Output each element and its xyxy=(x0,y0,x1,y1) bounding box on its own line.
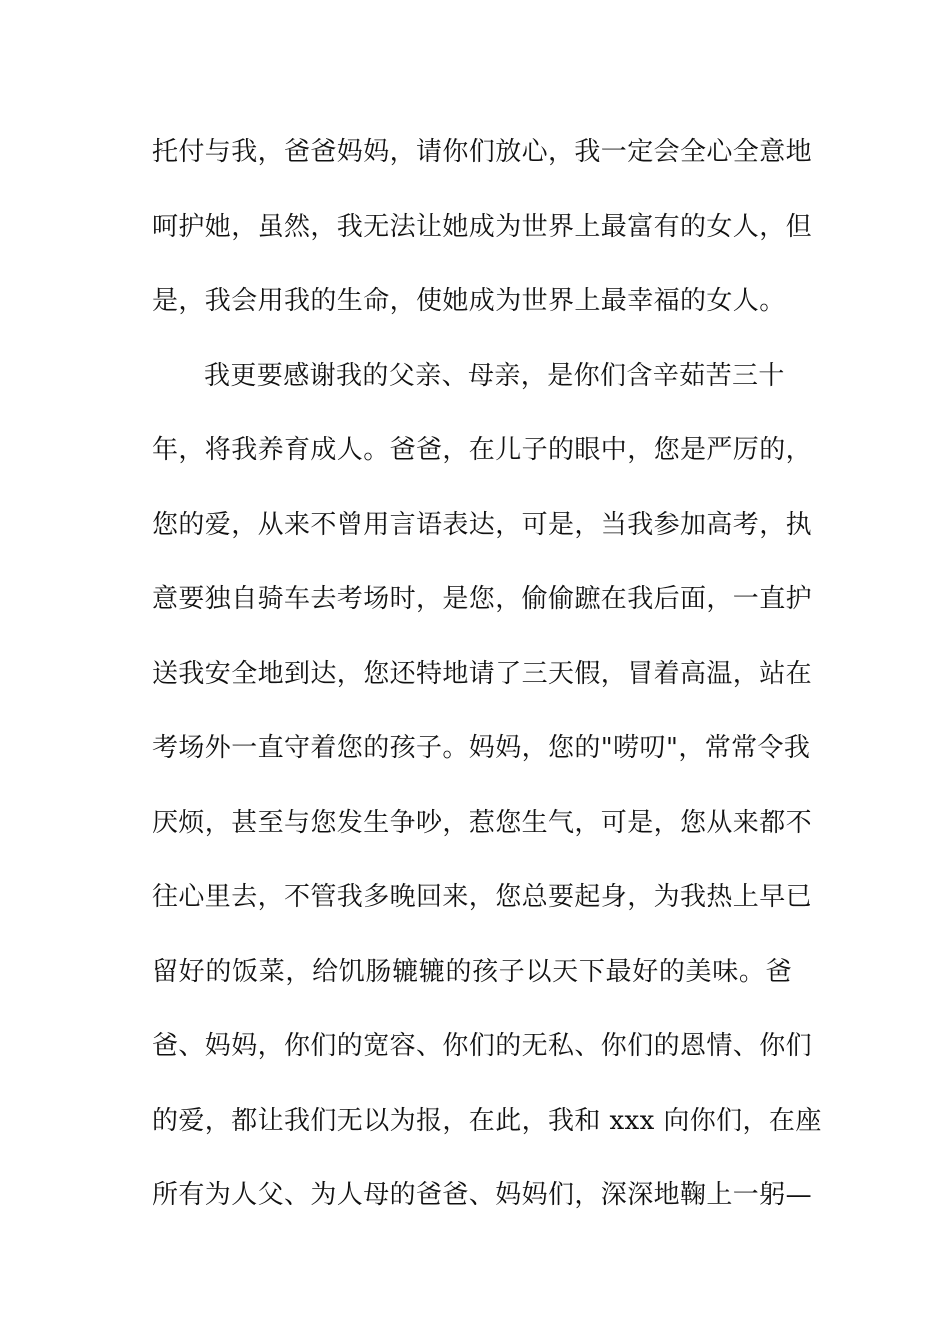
text-line: 呵护她，虽然，我无法让她成为世界上最富有的女人，但 xyxy=(152,211,813,242)
text-line: 送我安全地到达，您还特地请了三天假，冒着高温，站在 xyxy=(152,658,813,689)
text-line: 爸、妈妈，你们的宽容、你们的无私、你们的恩情、你们 xyxy=(152,1031,813,1061)
text-line: 意要独自骑车去考场时，是您，偷偷蹠在我后面，一直护 xyxy=(152,584,813,614)
text-line: 考场外一直守着您的孩子。妈妈，您的"唠叨"，常常令我 xyxy=(152,733,811,763)
paragraph-first-line: 我更要感谢我的父亲、母亲，是你们含辛茹苦三十 xyxy=(204,360,785,391)
text-line: 的爱，都让我们无以为报，在此，我和 xxx 向你们，在座 xyxy=(152,1105,822,1136)
text-line: 托付与我，爸爸妈妈，请你们放心，我一定会全心全意地 xyxy=(152,137,813,167)
text-line: 所有为人父、为人母的爸爸、妈妈们，深深地鞠上一躬— xyxy=(152,1180,813,1210)
text-line: 您的爱，从来不曾用言语表达，可是，当我参加高考，执 xyxy=(152,509,813,540)
text-line: 是，我会用我的生命，使她成为世界上最幸福的女人。 xyxy=(152,286,786,316)
body-text xyxy=(152,130,822,1248)
text-line: 年，将我养育成人。爸爸，在儿子的眼中，您是严厉的， xyxy=(152,435,813,465)
text-line: 往心里去，不管我多晚回来，您总要起身，为我热上早已 xyxy=(152,882,813,912)
text-line: 厌烦，甚至与您发生争吵，惹您生气，可是，您从来都不 xyxy=(152,807,813,838)
text-line: 留好的饭菜，给饥肠辘辘的孩子以天下最好的美味。爸 xyxy=(152,956,792,987)
